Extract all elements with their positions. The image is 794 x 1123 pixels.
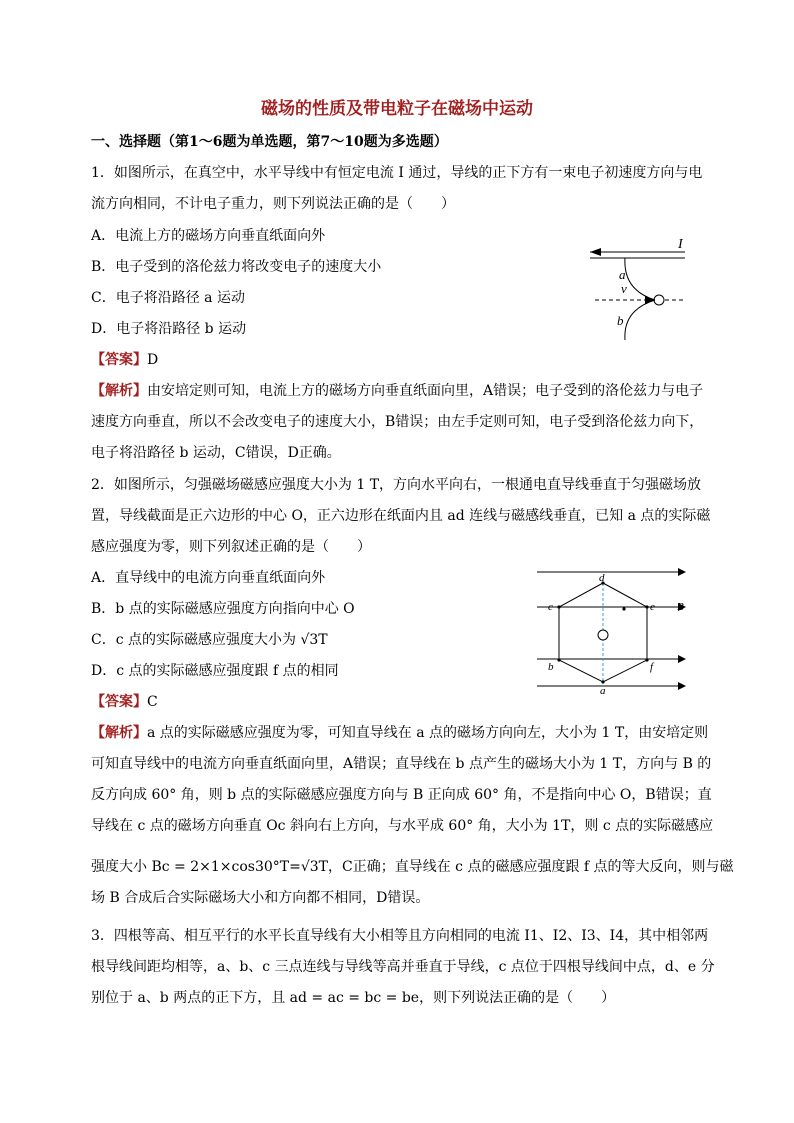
answer-tag: 【答案】 [91, 352, 147, 368]
electron-icon [654, 295, 664, 305]
q1-stem-line2: 流方向相同，不计电子重力，则下列说法正确的是（ ） [91, 196, 455, 212]
label-c: c [548, 601, 553, 613]
q2-option-c: C．c 点的实际磁感应强度大小为 √3T [91, 632, 328, 648]
q1-analysis-text: 由安培定则可知，电流上方的磁场方向垂直纸面向里，A错误；电子受到的洛伦兹力与电子 [147, 383, 704, 399]
q2-stem-line3: 感应强度为零，则下列叙述正确的是（ ） [91, 539, 371, 555]
section-heading: 一、选择题（第1～6题为单选题，第7～10题为多选题） [91, 134, 448, 150]
q2-option-d: D．c 点的实际磁感应强度跟 f 点的相同 [91, 663, 339, 679]
page-title: 磁场的性质及带电粒子在磁场中运动 [261, 99, 533, 119]
q1-figure [585, 235, 695, 345]
q2-option-b: B．b 点的实际磁感应强度方向指向中心 O [91, 601, 355, 617]
q3-stem-line3: 别位于 a、b 两点的正下方，且 ad = ac = bc = be，则下列说法正确的是（ ） [91, 990, 616, 1006]
path-b-label: b [617, 313, 624, 328]
q1-option-c: C．电子将沿路径 a 运动 [91, 290, 245, 306]
current-arrow-icon [590, 248, 601, 256]
label-e: e [650, 601, 655, 613]
q1-option-b: B．电子受到的洛伦兹力将改变电子的速度大小 [91, 259, 382, 275]
q2-analysis-line5: 强度大小 Bc = 2×1×cos30°T=√3T，C正确；直导线在 c 点的磁感应强度跟 f 点的等大反向，则与磁 [91, 859, 734, 875]
label-d: d [599, 572, 605, 584]
q2-figure [535, 565, 695, 695]
label-b: b [548, 661, 554, 673]
q2-stem-line2: 置，导线截面是正六边形的中心 O，正六边形在纸面内且 ad 连线与磁感线垂直，已知 a 点的实际磁 [91, 508, 711, 524]
analysis-tag: 【解析】 [91, 725, 147, 741]
q2-option-a: A．直导线中的电流方向垂直纸面向外 [91, 570, 326, 586]
velocity-label: v [621, 281, 627, 296]
wire-cross-section-icon [598, 630, 608, 640]
path-a [625, 258, 655, 300]
answer-tag: 【答案】 [91, 694, 147, 710]
q2-analysis-line2: 可知直导线中的电流方向垂直纸面向里，A错误；直导线在 b 点产生的磁场大小为 1 T，方向与 B 的 [91, 756, 712, 772]
q1-stem-line1: 1．如图所示，在真空中，水平导线中有恒定电流 I 通过，导线的正下方有一束电子初速度方向与电 [91, 165, 703, 181]
q2-answer-value: C [147, 694, 158, 710]
q3-stem-line1: 3．四根等高、相互平行的水平长直导线有大小相等且方向相同的电流 I1、I2、I3、I4，其中相邻两 [91, 928, 709, 944]
label-a: a [600, 685, 606, 695]
label-f: f [650, 661, 654, 673]
path-a-label: a [619, 267, 626, 282]
q1-analysis-line2: 速度方向垂直，所以不会改变电子的速度大小，B错误；由左手定则可知，电子受到洛伦兹力向下， [91, 414, 704, 430]
analysis-tag: 【解析】 [91, 383, 147, 399]
q2-stem-line1: 2．如图所示，匀强磁场磁感应强度大小为 1 T，方向水平向右，一根通电直导线垂直于匀强磁场放 [91, 477, 702, 493]
q2-analysis-text: a 点的实际磁感应强度为零，可知直导线在 a 点的磁场方向向左，大小为 1 T，由安培定则 [147, 725, 709, 741]
q2-analysis-line3: 反方向成 60° 角，则 b 点的实际磁感应强度方向与 B 正向成 60° 角，不是指向中心 O，B错误；直 [91, 787, 712, 803]
q3-stem-line2: 根导线间距均相等，a、b、c 三点连线与导线等高并垂直于导线，c 点位于四根导线间中点，d、e 分 [91, 959, 715, 975]
q1-answer [91, 350, 158, 370]
q1-answer-value: D [147, 352, 159, 368]
q1-analysis-line1 [91, 381, 703, 401]
q1-option-d: D．电子将沿路径 b 运动 [91, 321, 247, 337]
current-label: I [678, 237, 683, 252]
label-B: B [677, 601, 684, 613]
q1-option-a: A．电流上方的磁场方向垂直纸面向外 [91, 228, 326, 244]
q2-analysis-line6: 场 B 合成后合实际磁场大小和方向都不相同，D错误。 [91, 890, 430, 906]
path-b [625, 300, 655, 340]
q2-analysis-line1 [91, 723, 708, 743]
q2-answer [91, 692, 158, 712]
q2-analysis-line4: 导线在 c 点的磁场方向垂直 Oc 斜向右上方向，与水平成 60° 角，大小为 1T，则 c 点的实际磁感应 [91, 818, 714, 834]
q1-analysis-line3: 电子将沿路径 b 运动，C错误，D正确。 [91, 445, 341, 461]
point-dot [622, 607, 625, 610]
